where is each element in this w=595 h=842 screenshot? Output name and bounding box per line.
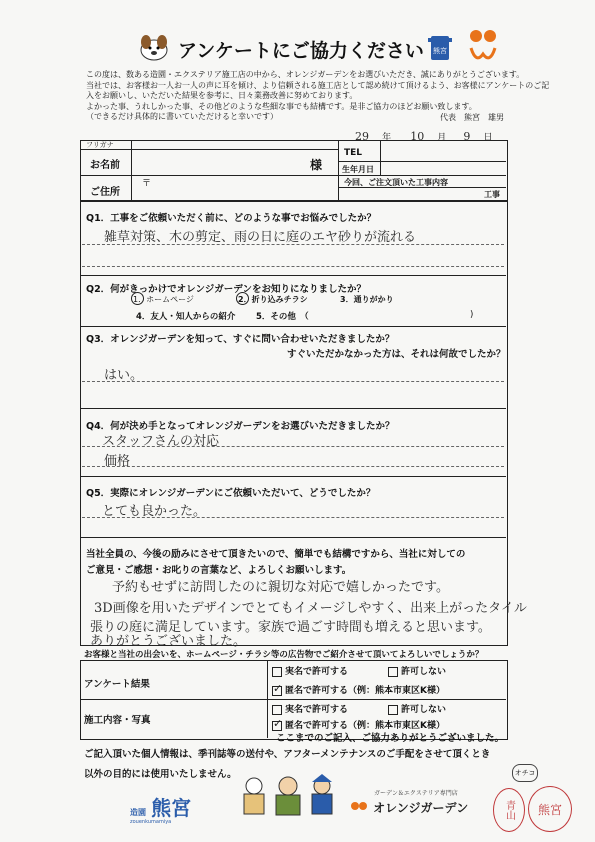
q4-answer-2[interactable]: 価格 xyxy=(104,454,131,469)
furigana-label: フリガナ xyxy=(86,141,114,149)
intro-text: この度は、数ある造園・エクステリア施工店の中から、オレンジガーデンをお選びいただき、誠にありがとうございます。 当社では、お客様お一人お一人の声に耳を傾け、より信頼される施工店として認め続けて頂けるよう、お客様にアンケートのご記 入をお願いし、いただいた結果を参考に、日々業務改善に努めております。 よかった事、うれしかった事、その他どのような些細な事でも結構です。是非ご協力のほどお願い致します。 （できるだけ具体的に書いていただけると幸いです） xyxy=(86,70,550,121)
address-label: ご住所 xyxy=(90,187,120,198)
honorific: 様 xyxy=(310,158,323,172)
consent-survey-deny[interactable]: 許可しない xyxy=(388,664,446,677)
date: 29 年 10 月 9 日 xyxy=(355,130,493,143)
footer-brand-left-romaji: zouenkumamiya xyxy=(130,819,172,825)
work-suffix: 工事 xyxy=(484,190,500,199)
date-month: 10 xyxy=(410,130,425,143)
orange-garden-logo-icon xyxy=(466,26,500,66)
name-label: お名前 xyxy=(90,160,120,171)
improve-prompt-2: ご意見・ご感想・お叱りの言葉など、よろしくお願いします。 xyxy=(86,565,352,576)
birthday-label: 生年月日 xyxy=(342,165,374,174)
postal-mark: 〒 xyxy=(142,179,152,189)
q2-option-homepage[interactable]: 1．ホームページ xyxy=(133,295,194,304)
mascot-characters-icon xyxy=(238,774,338,816)
q2-label: Q2．何がきっかけでオレンジガーデンをお知りになりましたか？ xyxy=(86,284,367,295)
q2-option-other-close: ) xyxy=(470,310,474,320)
consent-survey-anonymous[interactable]: ✓匿名で許可する（例：熊本市東区K様） xyxy=(272,683,445,696)
q1-answer[interactable]: 雑草対策、木の剪定、雨の日に庭のエヤ砂りが流れる xyxy=(104,230,417,245)
seal-aoyama-stamp: 青山 xyxy=(493,788,525,832)
q3-sub: すぐいただかなかった方は、それは何故でしたか？ xyxy=(287,349,506,360)
consent-end: ここまでのご記入、ご協力ありがとうございました。 xyxy=(276,733,505,744)
date-year: 29 xyxy=(355,130,369,143)
q4-label: Q4．何が決め手となってオレンジガーデンをお選びいただきましたか？ xyxy=(86,421,395,432)
consent-photo-realname[interactable]: 実名で許可する xyxy=(272,702,348,715)
svg-text:熊宮: 熊宮 xyxy=(433,47,447,55)
q2-option-passing[interactable]: 3．通りがかり xyxy=(340,295,394,304)
improve-answer-2[interactable]: 3D画像を用いたデザインでとてもイメージしやすく、出来上がったタイル xyxy=(94,601,527,616)
q2-option-other[interactable]: 5．その他 （ xyxy=(256,312,309,322)
seal-kumamiya-stamp: 熊宮 xyxy=(528,786,572,832)
footer-brand-right xyxy=(350,788,468,816)
q5-answer[interactable]: とても良かった。 xyxy=(102,504,207,519)
small-stamp: オチコ xyxy=(512,764,538,782)
improve-answer-3[interactable]: 張りの庭に満足しています。家族で過ごす時間も増えると思います。 xyxy=(90,620,491,635)
q2-option-flyer[interactable]: 2．折り込みチラシ xyxy=(238,295,308,304)
consent-question: お客様と当社の出会いを、ホームページ・チラシ等の広告物でご紹介させて頂いてよろしいでしょうか？ xyxy=(84,650,484,660)
consent-photo-anonymous[interactable]: ✓匿名で許可する（例：熊本市東区K様） xyxy=(272,718,445,731)
orange-logo-small-icon xyxy=(350,800,368,816)
footer-brand-right-name: オレンジガーデン xyxy=(373,801,469,815)
q3-answer[interactable]: はい。 xyxy=(104,368,144,383)
q5-label: Q5．実際にオレンジガーデンにご依頼いただいて、どうでしたか？ xyxy=(86,488,376,499)
improve-answer-4[interactable]: ありがとうございました。 xyxy=(90,634,247,649)
footer-brand-left xyxy=(130,792,191,825)
work-label: 今回、ご注文頂いた工事内容 xyxy=(344,178,448,187)
q2-option-referral[interactable]: 4．友人・知人からの紹介 xyxy=(136,312,236,322)
kumamiya-logo-icon xyxy=(428,30,452,64)
footer-brand-right-small: ガーデン＆エクステリア専門店 xyxy=(374,790,458,797)
q3-label: Q3．オレンジガーデンを知って、すぐに問い合わせいただきましたか？ xyxy=(86,334,395,345)
consent-row-photo-label: 施工内容・写真 xyxy=(84,715,151,726)
privacy-line-1: ご記入頂いた個人情報は、季刊誌等の送付や、アフターメンテナンスのご手配をさせて頂くとき xyxy=(84,749,491,760)
improve-answer-1[interactable]: 予約もせずに訪問したのに親切な対応で嬉しかったです。 xyxy=(112,580,449,595)
improve-prompt-1: 当社全員の、今後の励みにさせて頂きたいので、簡単でも結構ですから、当社に対しての xyxy=(86,549,466,560)
date-day: 9 xyxy=(463,130,471,143)
tel-label: TEL xyxy=(344,148,363,158)
footer-brand-left-name: 熊宮 xyxy=(151,796,192,820)
page-title: アンケートにご協力ください xyxy=(178,40,424,62)
consent-survey-realname[interactable]: 実名で許可する xyxy=(272,664,348,677)
consent-row-survey-label: アンケート結果 xyxy=(84,679,150,690)
signature: 代表 熊宮 雄男 xyxy=(440,113,504,122)
footer-brand-left-small: 造園 xyxy=(130,808,146,817)
q1-label: Q1．工事をご依頼いただく前に、どのような事でお悩みでしたか？ xyxy=(86,213,377,224)
name-field[interactable] xyxy=(133,151,303,173)
q4-answer-1[interactable]: スタッフさんの対応 xyxy=(102,434,220,449)
privacy-line-2: 以外の目的には使用いたしません。 xyxy=(84,769,237,780)
consent-photo-deny[interactable]: 許可しない xyxy=(388,702,446,715)
dog-mascot-icon xyxy=(136,30,172,62)
